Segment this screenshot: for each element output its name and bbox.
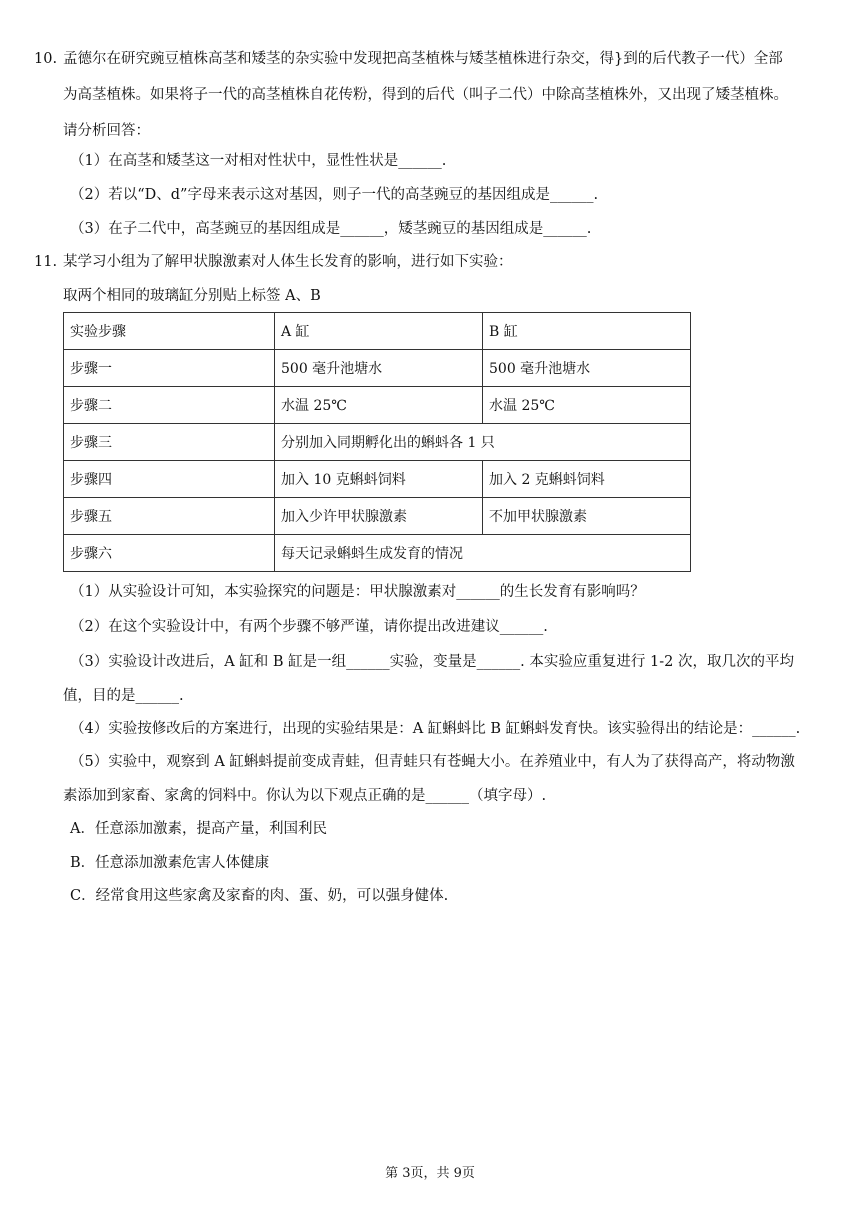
question-11-intro: 取两个相同的玻璃缸分别贴上标签 A、B — [63, 288, 321, 304]
option-c: C．经常食用这些家禽及家畜的肉、蛋、奶，可以强身健体. — [70, 888, 449, 904]
table-row — [64, 387, 691, 424]
question-11-sub3-line1: （3）实验设计改进后，A 缸和 B 缸是一组______实验，变量是______. 本实验应重复进行 1-2 次，取几次的平均 — [70, 654, 794, 670]
table-cell-step: 步骤四 — [64, 461, 275, 498]
experiment-table — [63, 312, 691, 572]
table-cell-b: 加入 2 克蝌蚪饲料 — [483, 461, 691, 498]
table-cell-b: 不加甲状腺激素 — [483, 498, 691, 535]
table-header-cell: 实验步骤 — [64, 313, 275, 350]
table-header-row — [64, 313, 691, 350]
question-10-stem-line1: 孟德尔在研究豌豆植株高茎和矮茎的杂实验中发现把高茎植株与矮茎植株进行杂交，得}到的后代教子一代）全部 — [63, 51, 783, 67]
question-11-sub5-line1: （5）实验中，观察到 A 缸蝌蚪提前变成青蛙，但青蛙只有苍蝇大小。在养殖业中，有人为了获得高产，将动物激 — [70, 754, 795, 770]
table-row — [64, 498, 691, 535]
question-11-sub1: （1）从实验设计可知，本实验探究的问题是：甲状腺激素对______的生长发育有影响吗？ — [70, 584, 645, 600]
question-10-stem-line3: 请分析回答： — [63, 123, 150, 139]
option-a: A．任意添加激素，提高产量，利国利民 — [70, 821, 327, 837]
table-cell-step: 步骤二 — [64, 387, 275, 424]
question-11-stem: 某学习小组为了解甲状腺激素对人体生长发育的影响，进行如下实验： — [63, 254, 513, 270]
question-10-sub2: （2）若以“D、d”字母来表示这对基因，则子一代的高茎豌豆的基因组成是______. — [70, 187, 599, 203]
table-cell-step: 步骤五 — [64, 498, 275, 535]
table-cell-b: 水温 25℃ — [483, 387, 691, 424]
question-11-sub3-line2: 值，目的是______. — [63, 688, 184, 704]
table-cell-b: 500 毫升池塘水 — [483, 350, 691, 387]
table-cell-a: 加入 10 克蝌蚪饲料 — [275, 461, 483, 498]
table-cell-step: 步骤一 — [64, 350, 275, 387]
table-cell-merged: 每天记录蝌蚪生成发育的情况 — [275, 535, 691, 572]
table-cell-a: 水温 25℃ — [275, 387, 483, 424]
table-cell-merged: 分别加入同期孵化出的蝌蚪各 1 只 — [275, 424, 691, 461]
table-row — [64, 535, 691, 572]
question-10-sub3: （3）在子二代中，高茎豌豆的基因组成是______，矮茎豌豆的基因组成是______. — [70, 221, 592, 237]
question-11-sub2: （2）在这个实验设计中，有两个步骤不够严谨，请你提出改进建议______. — [70, 619, 548, 635]
table-row — [64, 461, 691, 498]
table-row — [64, 424, 691, 461]
question-10-stem-line2: 为高茎植株。如果将子一代的高茎植株自花传粉，得到的后代（叫子二代）中除高茎植株外，又出现了矮茎植株。 — [63, 87, 788, 103]
table-cell-a: 加入少许甲状腺激素 — [275, 498, 483, 535]
table-cell-step: 步骤三 — [64, 424, 275, 461]
question-11-sub5-line2: 素添加到家畜、家禽的饲料中。你认为以下观点正确的是______（填字母）. — [63, 788, 547, 804]
table-cell-a: 500 毫升池塘水 — [275, 350, 483, 387]
question-10-number: 10. — [34, 51, 58, 67]
question-10-sub1: （1）在高茎和矮茎这一对相对性状中，显性性状是______. — [70, 153, 447, 169]
table-row — [64, 350, 691, 387]
question-11-number: 11. — [34, 254, 58, 270]
table-cell-step: 步骤六 — [64, 535, 275, 572]
option-b: B．任意添加激素危害人体健康 — [70, 855, 270, 871]
page-footer: 第 3页，共 9页 — [385, 1166, 475, 1181]
table-header-cell: B 缸 — [483, 313, 691, 350]
question-11-sub4: （4）实验按修改后的方案进行，出现的实验结果是：A 缸蝌蚪比 B 缸蝌蚪发育快。该实验得出的结论是：______. — [70, 721, 801, 737]
table-header-cell: A 缸 — [275, 313, 483, 350]
